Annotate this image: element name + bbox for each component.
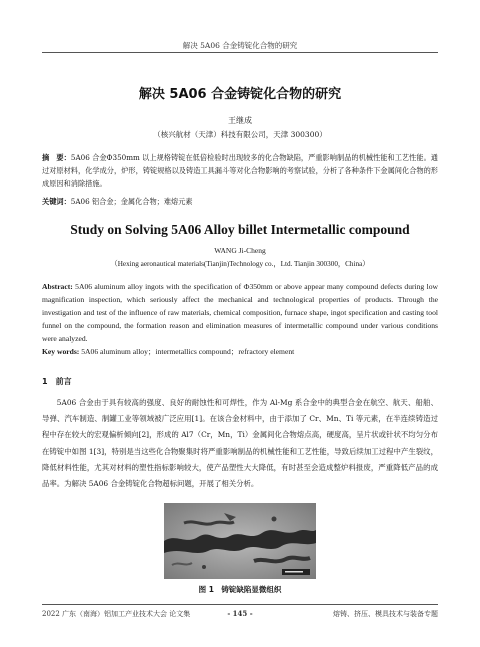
english-abstract [42, 280, 438, 345]
chinese-abstract [42, 151, 438, 190]
abstract-label: 摘 要： [42, 153, 71, 162]
figure-caption: 图 1 铸锭缺陷显微组织 [198, 585, 282, 594]
chinese-author: 王继成 [228, 116, 252, 125]
abstract-text: 5A06 合金Ф350mm 以上规格铸锭在低倍检验时出现较多的化合物缺陷，严重影响制品的机械性能和工艺性能。通过对原材料，化学成分，炉形，铸锭规格以及铸造工具漏斗等对化合物影响的考察试验，分析了各种条件下金属间化合物的形成原因和消除措施。 [42, 153, 438, 188]
footer-proceedings: 2022 广东（南海）铝加工产业技术大会 论文集 [42, 610, 191, 618]
english-keywords [42, 345, 438, 358]
chinese-keywords [42, 195, 438, 208]
keywords-text: 5A06 铝合金；金属化合物；难熔元素 [70, 197, 193, 206]
micrograph-image [164, 503, 316, 579]
page-number: - 145 - [227, 609, 253, 618]
chinese-affiliation: （核兴航材（天津）科技有限公司，天津 300300） [153, 130, 327, 139]
english-keywords-label: Key words: [42, 347, 80, 356]
chinese-title: 解决 5A06 合金铸锭化合物的研究 [138, 87, 342, 102]
english-author: WANG Ji-Cheng [214, 246, 266, 255]
footer-topic: 熔铸、挤压、模具技术与装备专题 [333, 610, 438, 618]
section-body: 5A06 合金由于具有较高的强度、良好的耐蚀性和可焊性，作为 Al-Mg 系合金中的典型合金在航空、航天、船舶、导弹、汽车制造、制罐工业等领域被广泛应用[1]。在该合金材料中，由于添加了 Cr、Mn、Ti 等元素，在半连续铸造过程中存在较大的宏观偏析倾向[2]，形成的 Al7（Cr，Mn，Ti）金属间化合物熔点高，硬度高，呈片状或针状不均匀分布在铸锭中如图 1[3]，特别是当这些化合物聚集时将严重影响制品的机械性能和工艺性能，导致后续加工过程中产生裂纹，降低材料性能，尤其对材料的塑性指标影响较大，使产品塑性大大降低，有时甚至会造成整炉料报废，严重降低产品的成品率。为解决 5A06 合金铸锭化合物超标问题，开展了相关分析。 [42, 398, 438, 489]
micrograph-illustration [164, 503, 316, 579]
english-affiliation: （Hexing aeronautical materials(Tianjin)Technology co.，Ltd. Tianjin 300300，China） [110, 260, 370, 268]
english-title: Study on Solving 5A06 Alloy billet Intermetallic compound [70, 222, 410, 237]
header-rule [42, 52, 438, 53]
english-keywords-text: 5A06 aluminum alloy；intermetallics compound；refractory element [79, 347, 295, 356]
english-abstract-label: Abstract: [42, 282, 73, 291]
section-heading: 1 前言 [42, 377, 72, 386]
keywords-label: 关键词： [42, 197, 71, 206]
running-head: 解决 5A06 合金铸锭化合物的研究 [182, 41, 298, 50]
english-abstract-text: 5A06 aluminum alloy ingots with the specification of Ф350mm or above appear many compound defects during low magnification inspection, which seriously affect the mechanical and technological properties of products. Through the investigation and test of the influence of raw materials, chemical composition, furnace shape, ingot specification and casting tool funnel on the compound, the formation reason and elimination measures of intermetallic compound under various conditions were analyzed. [42, 282, 438, 343]
footer-rule [42, 604, 438, 605]
